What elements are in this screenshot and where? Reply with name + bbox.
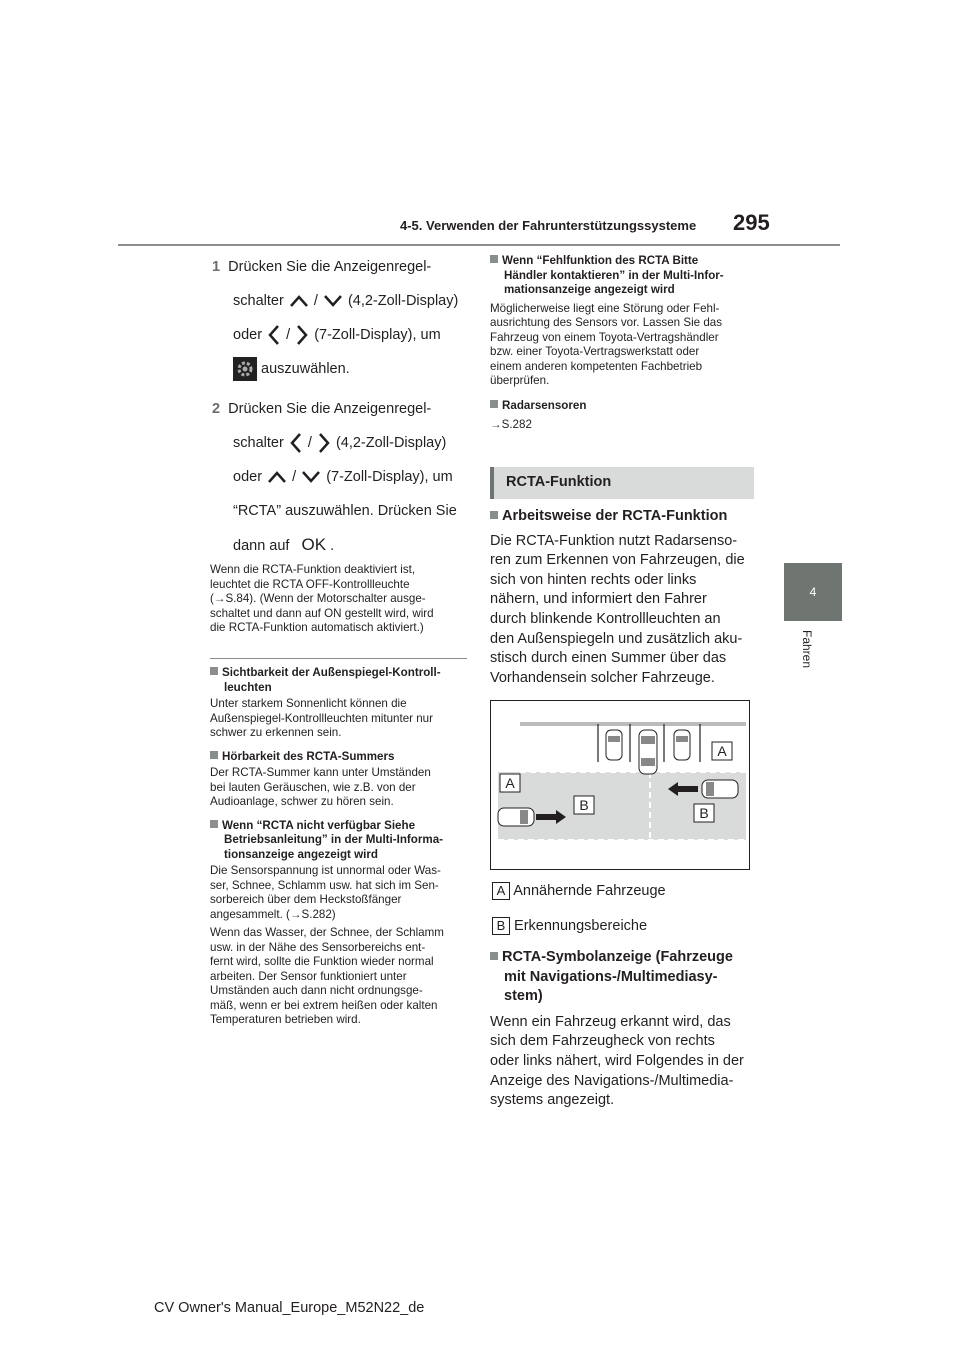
chapter-label: Fahren <box>800 630 814 669</box>
chevron-left-icon <box>288 432 304 454</box>
operation-section: Arbeitsweise der RCTA-Funktion Die RCTA-Funktion nutzt Radarsenso- ren zum Erkennen von Fahrzeugen, die sich von hinten rechts oder links nähern, und informiert den Fahrer durch blinkende Kontrollleuchten an den Außenspiegeln und zusätzlich aku- stisch durch einen Summer über das Vorhandensein solcher Fahrzeuge. <box>490 508 745 686</box>
header-rule <box>118 244 840 246</box>
diagram-label-b: B <box>699 805 709 821</box>
settings-gear-icon <box>233 357 257 381</box>
legend-b: B Erkennungsbereiche <box>492 917 647 937</box>
section-heading-box: RCTA-Funktion <box>490 467 754 499</box>
section-title: 4-5. Verwenden der Fahrunterstützungssysteme <box>400 218 697 233</box>
chevron-down-icon <box>300 470 322 484</box>
chapter-tab[interactable]: 4 <box>784 563 842 621</box>
note-text: Wenn die RCTA-Funktion deaktiviert ist, leuchtet die RCTA OFF-Kontrollleuchte (→S.84). (Wenn der Motorschalter ausge- schaltet und dann auf ON gestellt wird, wird die RCTA-Funktion automatisch aktiviert.) <box>210 563 434 634</box>
left-sections: Sichtbarkeit der Außenspiegel-Kontroll- leuchten Unter starkem Sonnenlicht können die Außenspiegel-Kontrollleuchten mitunter nur schwer zu erkennen sein. Hörbarkeit des RCTA-Summers Der RCTA-Summer kann unter Umständen bei lauten Geräuschen, wie z.B. von der Audioanlage, schwer zu hören sein. Wenn “RCTA nicht verfügbar Siehe Betriebsanleitung” in der Multi-Informa- tionsanzeige angezeigt wird Die Sensorspannung ist unnormal oder Was- ser, Schnee, Schlamm usw. hat sich im Sen- sorbereich über dem Heckstoßfänger angesammelt. (→S.282) Wenn das Wasser, der Schnee, der Schlamm usw. in der Nähe des Sensorbereichs ent- fernt wird, sollte die Funktion wieder normal arbeiten. Der Sensor funktioniert unter Umständen auch dann nicht ordnungsge- mäß, wenn er bei extrem heißen oder kalten Temperaturen betrieben wird. <box>210 666 444 1026</box>
chevron-left-icon <box>266 324 282 346</box>
diagram-label-b: B <box>579 797 589 813</box>
divider <box>210 658 467 659</box>
rcta-diagram <box>490 700 750 870</box>
footer-text: CV Owner's Manual_Europe_M52N22_de <box>154 1300 425 1316</box>
diagram-label-a: A <box>505 775 515 791</box>
fault-section: Wenn “Fehlfunktion des RCTA Bitte Händler kontaktieren” in der Multi-Infor- mationsanzeige angezeigt wird Möglicherweise liegt eine Störung oder Fehl- ausrichtung des Sensors vor. Lassen Sie das Fahrzeug von einem Toyota-Vertragshändler bzw. einer Toyota-Vertragswerkstatt oder einem anderen kompetenten Fachbetrieb überprüfen. Radarsensoren →S.282 <box>490 254 752 433</box>
page-reference-link[interactable]: →S.282 <box>490 418 532 431</box>
parked-car-icon <box>606 730 622 760</box>
diagram-label-a: A <box>717 743 727 759</box>
approaching-car-icon <box>702 780 738 798</box>
reversing-car-icon <box>639 730 657 774</box>
parked-car-icon <box>674 730 690 760</box>
page-number: 295 <box>733 210 770 235</box>
step-2: 2 Drücken Sie die Anzeigenregel- schalter / (4,2-Zoll-Display) oder / (7-Zoll-Display), um “RCTA” auszuwählen. Drücken Sie dann auf OK . <box>212 401 457 554</box>
legend-a: A Annähernde Fahrzeuge <box>492 882 666 902</box>
chevron-up-icon <box>266 470 288 484</box>
chevron-right-icon <box>294 324 310 346</box>
chevron-up-icon <box>288 294 310 308</box>
chevron-down-icon <box>322 294 344 308</box>
approaching-car-icon <box>498 808 534 826</box>
symbol-section: RCTA-Symbolanzeige (Fahrzeuge mit Navigations-/Multimediasy- stem) Wenn ein Fahrzeug erkannt wird, das sich dem Fahrzeugheck von rechts oder links nähert, wird Folgendes in der Anzeige des Navigations-/Multimedia- systems angezeigt. <box>490 949 744 1109</box>
chevron-right-icon <box>316 432 332 454</box>
step-1: 1 Drücken Sie die Anzeigenregel- schalter / (4,2-Zoll-Display) oder / (7-Zoll-Display), um auszuwählen. <box>212 250 472 386</box>
ok-button-symbol: OK <box>301 535 327 554</box>
